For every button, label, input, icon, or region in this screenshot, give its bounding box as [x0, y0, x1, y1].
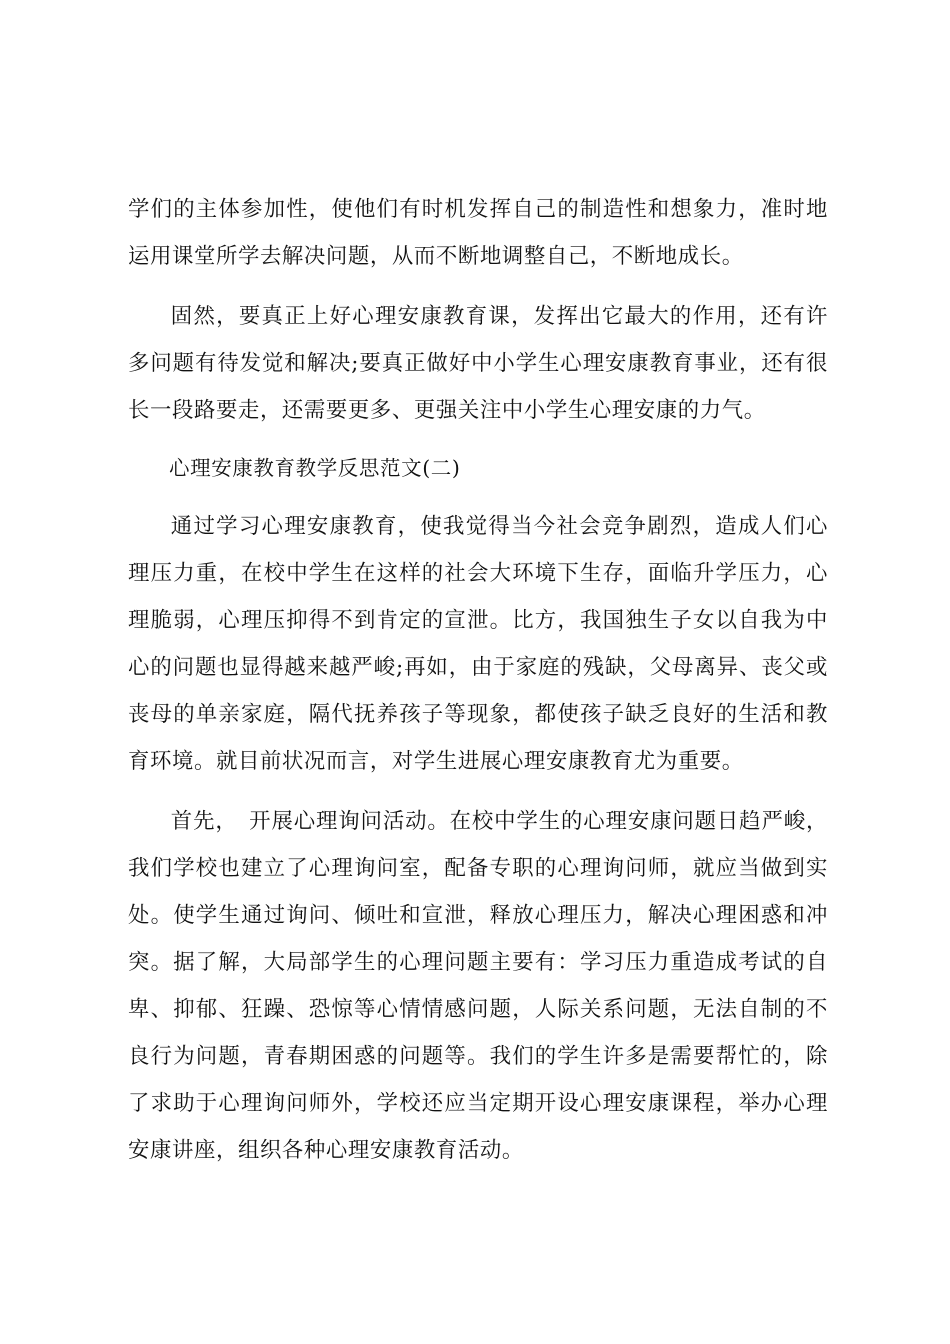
paragraph-intro: 通过学习心理安康教育，使我觉得当今社会竞争剧烈，造成人们心理压力重，在校中学生在这样的社会大环境下生存，面临升学压力，心理脆弱，心理压抑得不到肯定的宣泄。比方，我国独生子女以自我为中心的问题也显得越来越严峻;再如，由于家庭的残缺，父母离异、丧父或丧母的单亲家庭，隔代抚养孩子等现象，都使孩子缺乏良好的生活和教育环境。就目前状况而言，对学生进展心理安康教育尤为重要。	[128, 514, 828, 774]
section-heading: 心理安康教育教学反思范文(二)	[169, 456, 461, 480]
document-body	[128, 186, 828, 1174]
paragraph-first-point: 首先， 开展心理询问活动。在校中学生的心理安康问题日趋严峻，我们学校也建立了心理询问室，配备专职的心理询问师，就应当做到实处。使学生通过询问、倾吐和宣泄，释放心理压力，解决心理困惑和冲突。据了解，大局部学生的心理问题主要有：学习压力重造成考试的自卑、抑郁、狂躁、恐惊等心情情感问题，人际关系问题，无法自制的不良行为问题，青春期困惑的问题等。我们的学生许多是需要帮忙的，除了求助于心理询问师外，学校还应当定期开设心理安康课程，举办心理安康讲座，组织各种心理安康教育活动。	[128, 809, 828, 1163]
paragraph-continuation: 学们的主体参加性，使他们有时机发挥自己的制造性和想象力，准时地运用课堂所学去解决问题，从而不断地调整自己，不断地成长。	[128, 197, 828, 269]
paragraph-conclusion: 固然，要真正上好心理安康教育课，发挥出它最大的作用，还有许多问题有待发觉和解决;要真正做好中小学生心理安康教育事业，还有很长一段路要走，还需要更多、更强关注中小学生心理安康的力气。	[128, 304, 828, 423]
